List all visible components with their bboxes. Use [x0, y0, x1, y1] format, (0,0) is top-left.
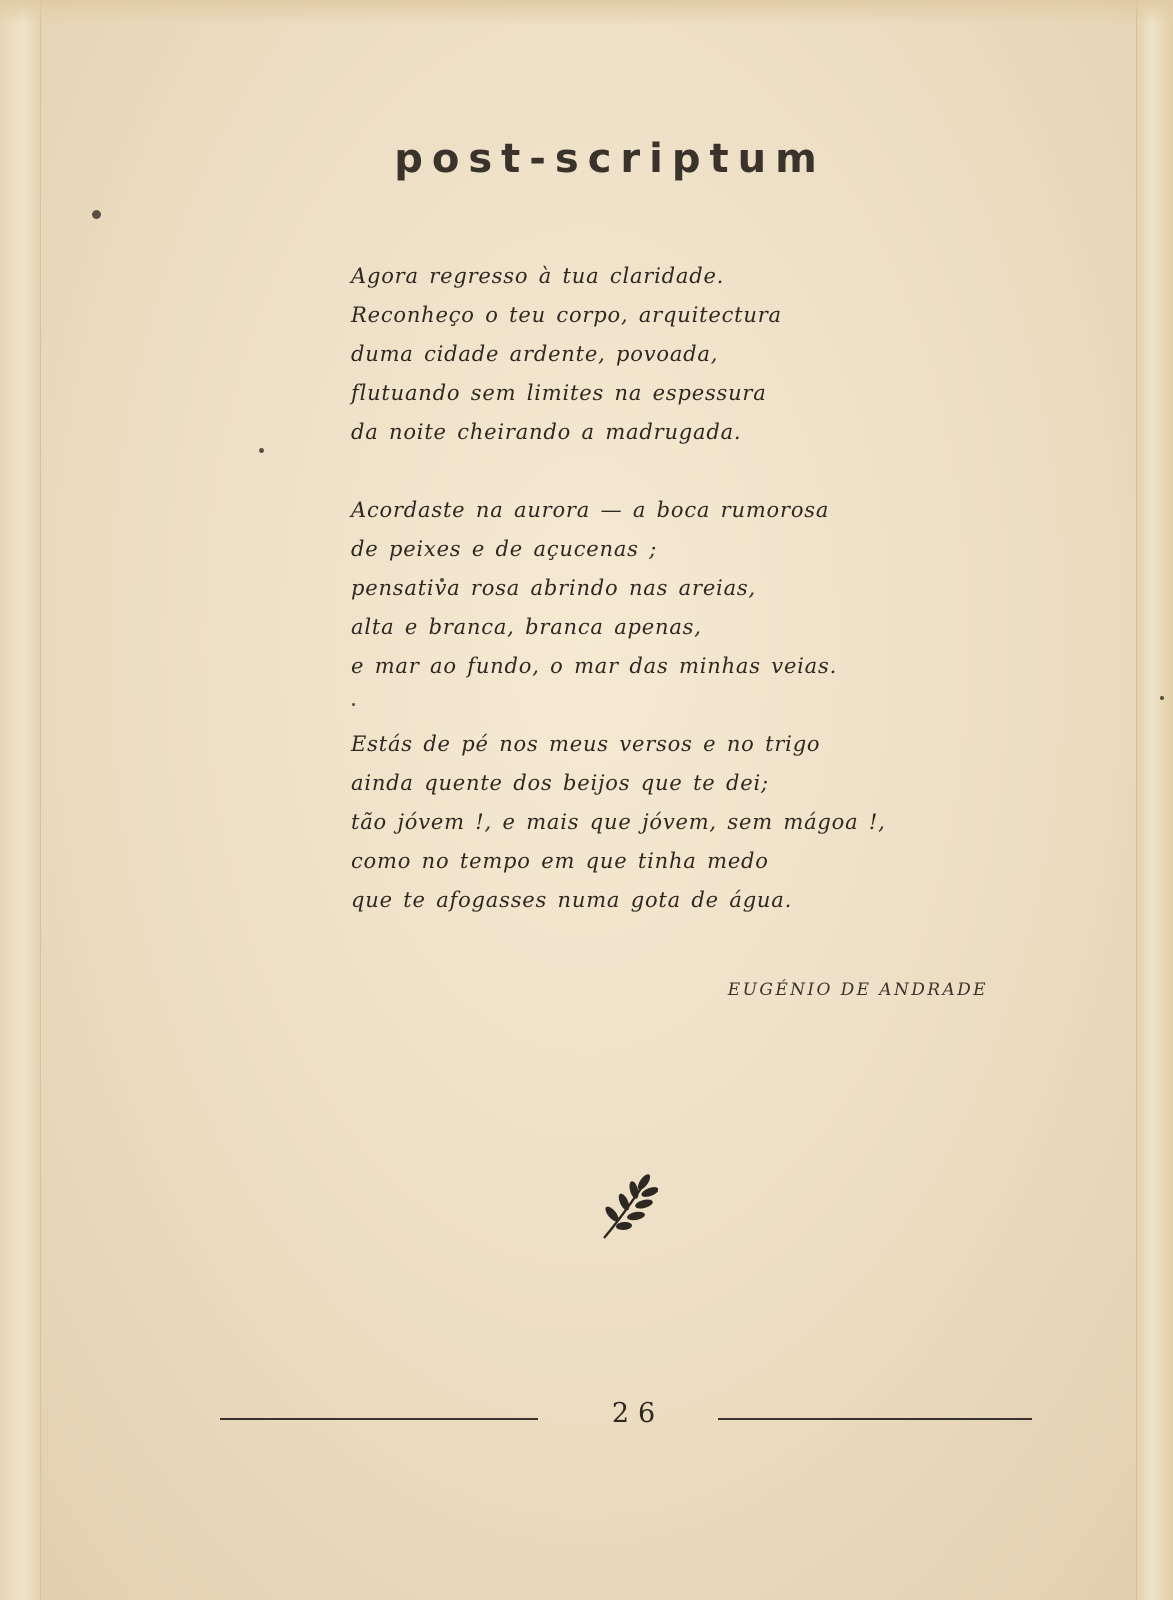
poem-stanza: [351, 257, 991, 452]
poem-line: de peixes e de açucenas ;: [351, 537, 658, 561]
poem-line: Estás de pé nos meus versos e no trigo: [351, 732, 821, 756]
paper-speck: [1160, 696, 1164, 700]
poem-body: [351, 257, 991, 959]
poem-line: e mar ao fundo, o mar das minhas veias.: [351, 654, 838, 678]
poem-line: alta e branca, branca apenas,: [351, 615, 702, 639]
page-right-edge: [1136, 0, 1173, 1600]
footer-rule-right: [718, 1418, 1032, 1420]
poem-line: Acordaste na aurora — a boca rumorosa: [351, 498, 830, 522]
page-number: 26: [611, 1398, 665, 1429]
poem-line: que te afogasses numa gota de água.: [351, 888, 793, 912]
paper-speck: [92, 210, 101, 219]
laurel-branch-icon: [598, 1172, 658, 1240]
author-signature: EUGÉNIO DE ANDRADE: [727, 980, 988, 1000]
poem-stanza: [351, 491, 991, 686]
poem-line: da noite cheirando a madrugada.: [351, 420, 742, 444]
poem-line: pensativa rosa abrindo nas areias,: [351, 576, 756, 600]
footer-rule-left: [220, 1418, 538, 1420]
poem-title: post-scriptum: [394, 136, 826, 182]
poem-line: duma cidade ardente, povoada,: [351, 342, 719, 366]
poem-line: como no tempo em que tinha medo: [351, 849, 769, 873]
paper-speck: [259, 448, 264, 453]
poem-stanza: [351, 725, 991, 920]
poem-line: tão jóvem !, e mais que jóvem, sem mágoa !,: [351, 810, 886, 834]
poem-line: ainda quente dos beijos que te dei;: [351, 771, 769, 795]
page-top-edge: [0, 0, 1173, 24]
poem-line: flutuando sem limites na espessura: [351, 381, 767, 405]
poem-line: Reconheço o teu corpo, arquitectura: [351, 303, 782, 327]
poem-line: Agora regresso à tua claridade.: [351, 264, 725, 288]
page-left-edge: [0, 0, 41, 1600]
